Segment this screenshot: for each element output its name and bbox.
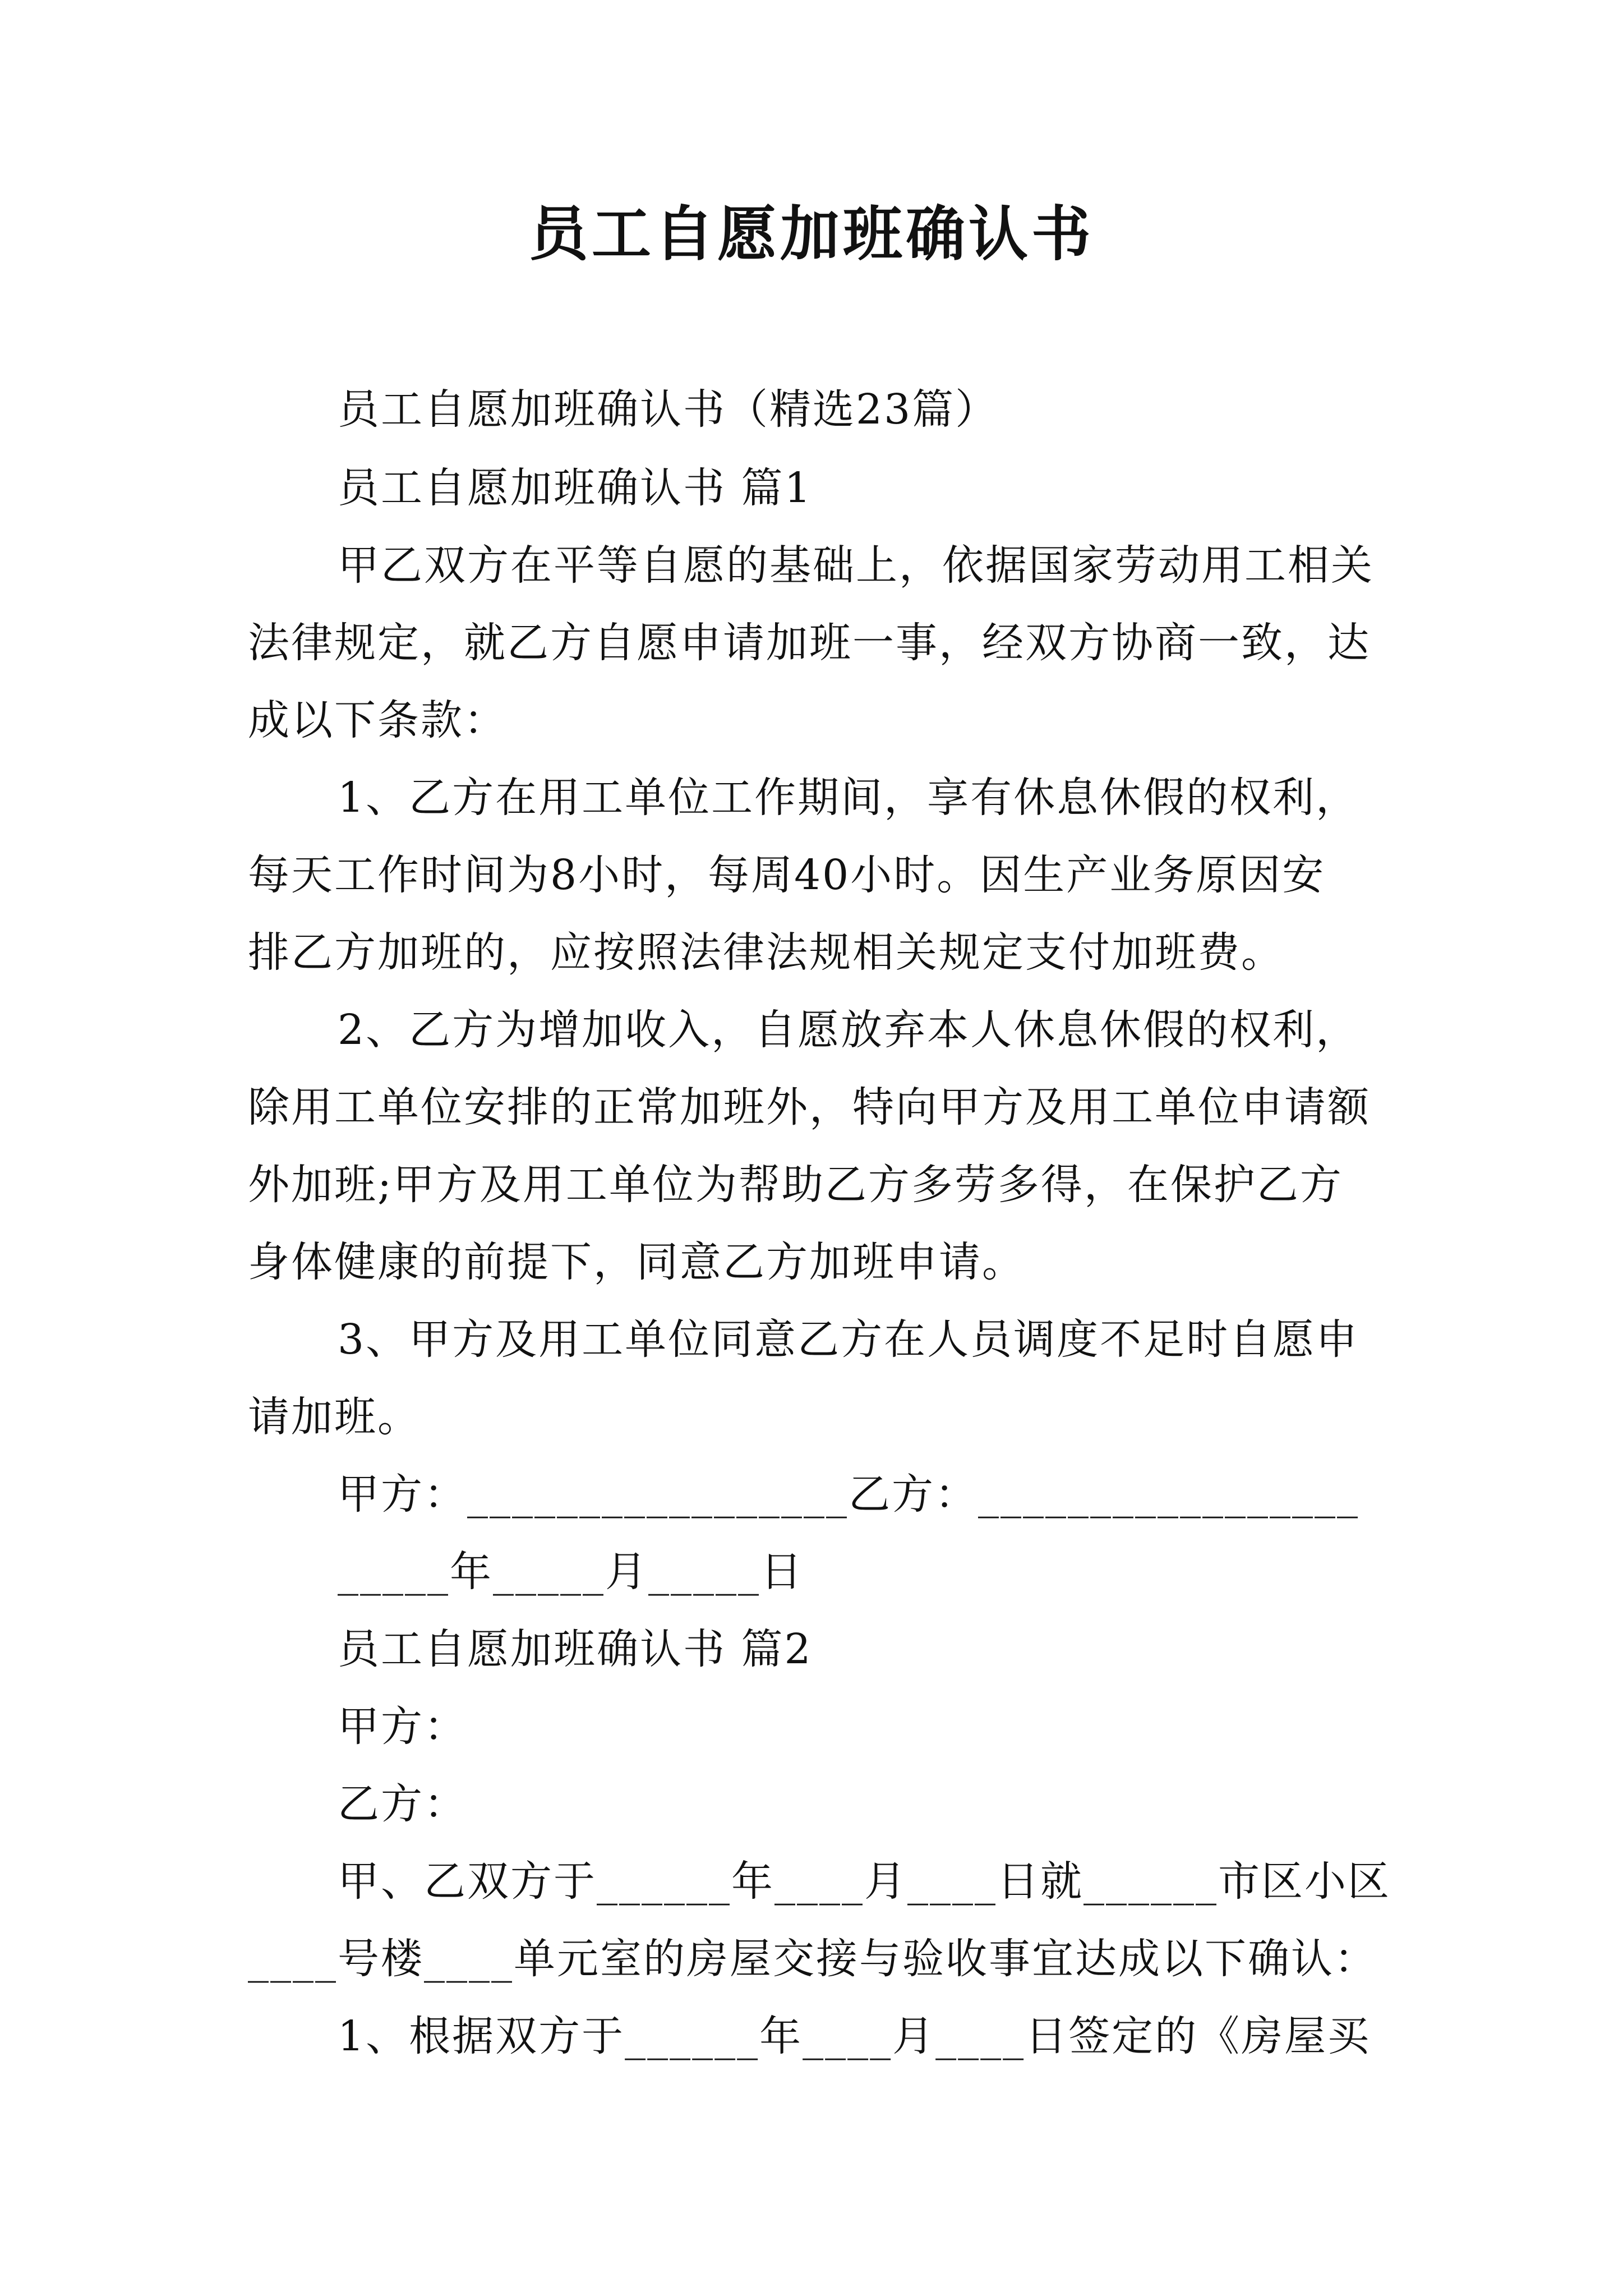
clause-line: 外加班;甲方及用工单位为帮助乙方多劳多得，在保护乙方 <box>248 1161 1343 1209</box>
subtitle-line: 员工自愿加班确认书（精选23篇） <box>338 385 999 434</box>
clause-line: 2、乙方为增加收入，自愿放弃本人休息休假的权利， <box>338 1006 1359 1054</box>
clause-line: 排乙方加班的，应按照法律法规相关规定支付加班费。 <box>248 928 1284 977</box>
clause-line: 身体健康的前提下，同意乙方加班申请。 <box>248 1238 1025 1286</box>
party-b-label: 乙方： <box>338 1780 467 1828</box>
clause-line: 除用工单位安排的正常加班外，特向甲方及用工单位申请额 <box>248 1083 1371 1131</box>
clause-line: 每天工作时间为8小时，每周40小时。因生产业务原因安 <box>248 851 1326 899</box>
clause-line: 3、甲方及用工单位同意乙方在人员调度不足时自愿申 <box>338 1315 1359 1364</box>
section-heading-2: 员工自愿加班确认书 篇2 <box>338 1625 813 1673</box>
date-line: _____年_____月_____日 <box>338 1548 804 1596</box>
section-heading-1: 员工自愿加班确认书 篇1 <box>338 464 813 512</box>
paragraph-line: 法律规定，就乙方自愿申请加班一事，经双方协商一致，达 <box>248 619 1371 667</box>
clause-line: 1、根据双方于______年____月____日签定的《房屋买 <box>338 2012 1371 2060</box>
party-a-label: 甲方： <box>338 1703 467 1751</box>
document-title: 员工自愿加班确认书 <box>529 199 1094 269</box>
paragraph-line: 成以下条款： <box>248 696 507 744</box>
clause-line: 1、乙方在用工单位工作期间，享有休息休假的权利， <box>338 774 1359 822</box>
clause-line: 请加班。 <box>248 1393 421 1441</box>
signature-line: 甲方：_________________乙方：_________________ <box>338 1470 1359 1519</box>
paragraph-line: 甲、乙双方于______年____月____日就______市区小区 <box>338 1857 1391 1906</box>
paragraph-line: 甲乙双方在平等自愿的基础上，依据国家劳动用工相关 <box>338 541 1374 590</box>
paragraph-line: ____号楼____单元室的房屋交接与验收事宜达成以下确认： <box>248 1935 1377 1983</box>
